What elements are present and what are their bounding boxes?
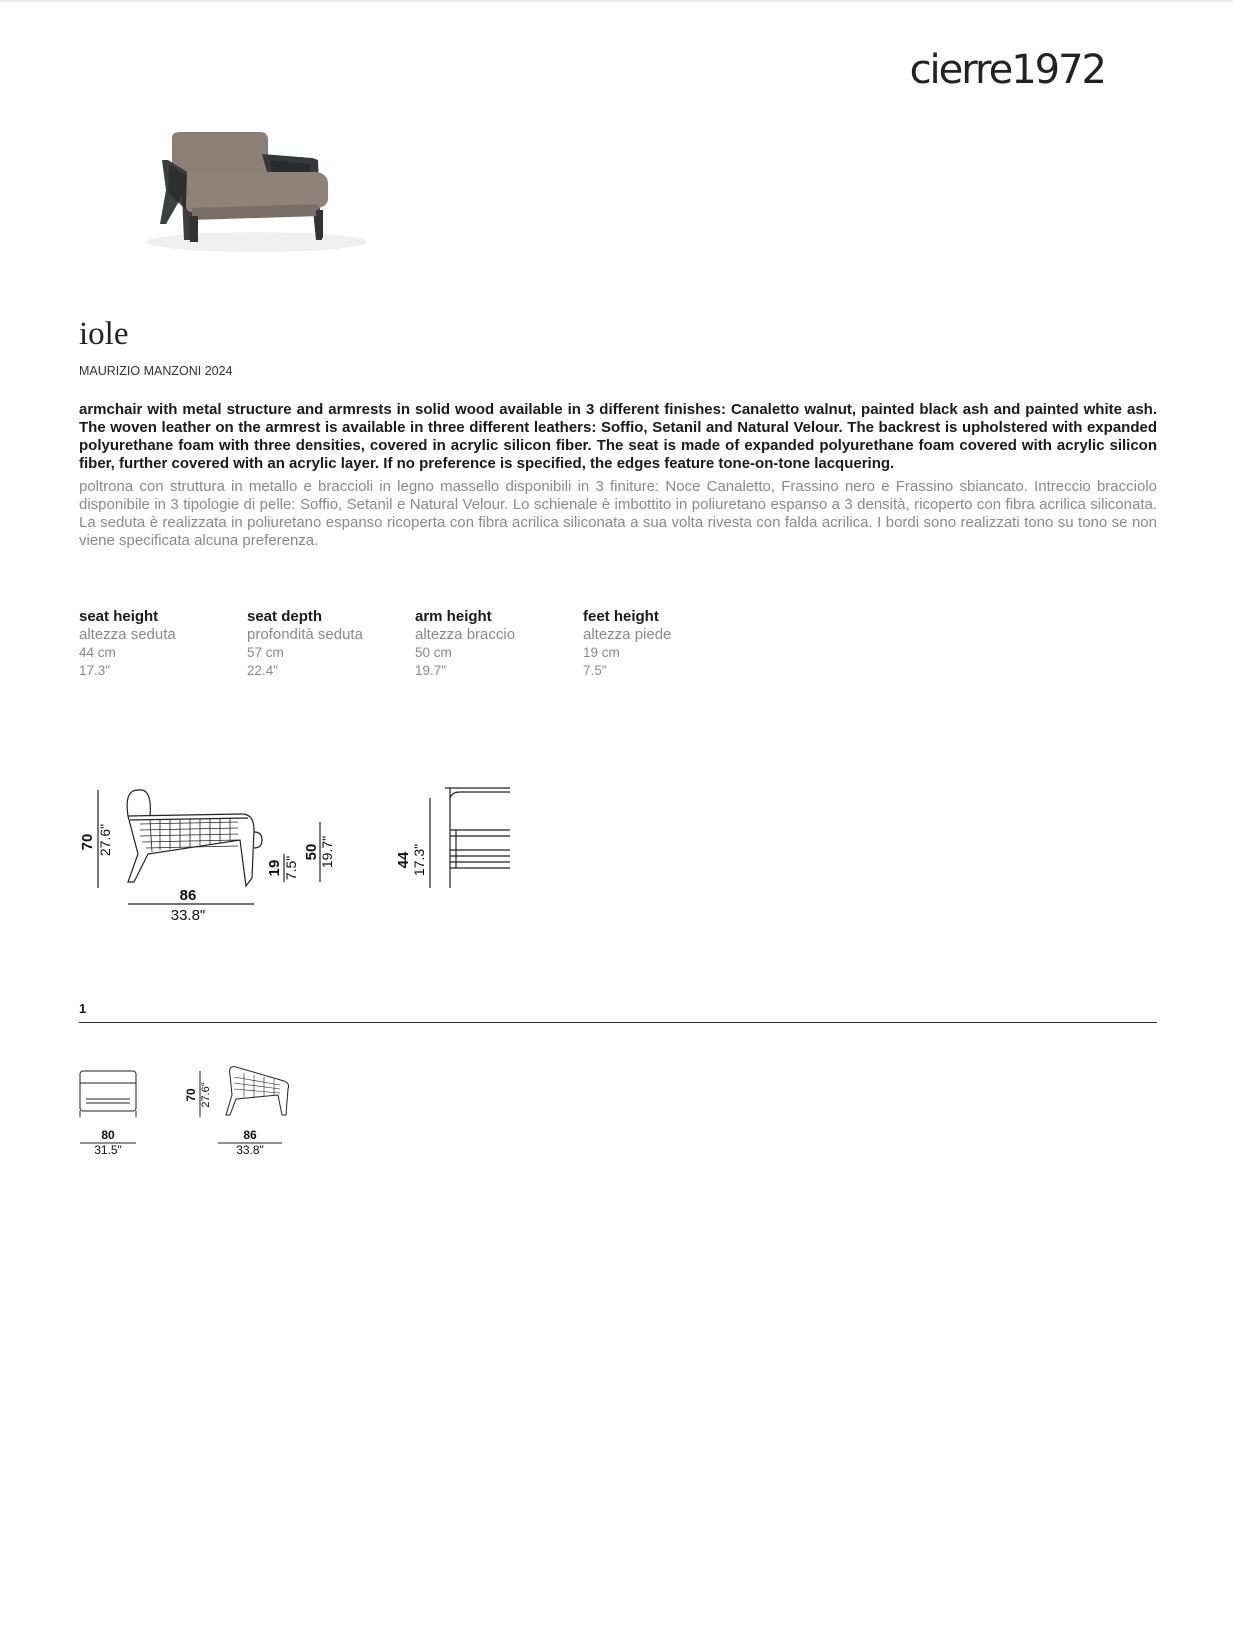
dimension-inch: 22.4" [247, 663, 279, 678]
mini-depth-in: 33.8" [236, 1143, 264, 1157]
dimension-label-it: altezza braccio [415, 626, 516, 643]
dimension-cm: 44 cm [79, 645, 116, 660]
drawing-feet-in: 7.5" [283, 855, 299, 881]
drawing-seat-in: 17.3" [411, 843, 427, 877]
dimension-arm-height [415, 608, 575, 680]
mini-width-in: 31.5" [94, 1143, 122, 1157]
drawing-height-cm: 70 [79, 833, 96, 851]
drawing-seat-cm: 44 [395, 851, 412, 869]
drawing-arm-cm: 50 [303, 843, 320, 861]
mini-depth-cm: 86 [243, 1128, 257, 1142]
drawing-depth-cm: 86 [179, 887, 197, 904]
technical-drawing [70, 770, 530, 940]
dimension-cm: 57 cm [247, 645, 284, 660]
drawing-height-in: 27.6" [97, 823, 113, 857]
mini-height-cm: 70 [184, 1088, 198, 1102]
dimension-inch: 19.7" [415, 663, 447, 678]
dimension-inch: 17.3" [79, 663, 111, 678]
mini-width-cm: 80 [101, 1128, 115, 1142]
mini-height-in: 27.6" [200, 1082, 212, 1108]
designer-credit: MAURIZIO MANZONI 2024 [79, 364, 233, 378]
mini-drawings [70, 1055, 330, 1165]
description-italian: poltrona con struttura in metallo e braccioli in legno massello disponibili in 3 finiture: Noce Canaletto, Frassino nero e Frassino sbiancato. Intreccio bracciolo disponibile in 3 tipologie di pelle: Soffio, Setanil e Natural Velour. Lo schienale è imbottito in poliuretano espanso a 3 densità, ricoperto con fibra acrilica siliconata. La seduta è realizzata in poliuretano espanso ricoperta con fibra acrilica siliconata a sua volta rivesta con falda acrilica. I bordi sono realizzati tono su tono se non viene specificata alcuna preferenza. [79, 478, 1157, 549]
description-english: armchair with metal structure and armrests in solid wood available in 3 different finishes: Canaletto walnut, painted black ash and painted white ash. The woven leather on the armrest is available in three different leathers: Soffio, Setanil and Natural Velour. The backrest is upholstered with expanded polyurethane foam with three densities, covered in acrylic silicon fiber. The seat is made of expanded polyurethane foam covered with acrylic silicon fiber, further covered with an acrylic layer. If no preference is specified, the edges feature tone-on-tone lacquering. [79, 401, 1157, 472]
dimension-inch: 7.5" [583, 663, 607, 678]
dimension-label-it: profondità seduta [247, 626, 363, 643]
dimension-label-it: altezza seduta [79, 626, 176, 643]
dimension-cm: 19 cm [583, 645, 620, 660]
dimension-seat-height [79, 608, 239, 680]
drawing-arm-in: 19.7" [319, 835, 335, 869]
dimension-feet-height [583, 608, 743, 680]
dimension-seat-depth [247, 608, 407, 680]
top-rule [0, 0, 1233, 2]
product-title: iole [79, 316, 129, 352]
dimension-label-it: altezza piede [583, 626, 672, 643]
dimension-label-en: seat depth [247, 608, 323, 625]
dimension-label-en: arm height [415, 608, 492, 625]
drawing-depth-in: 33.8" [170, 907, 206, 924]
armchair-photo [132, 120, 372, 280]
dimension-label-en: seat height [79, 608, 159, 625]
section-divider [79, 1022, 1157, 1023]
brand-logo: cierre1972 [909, 47, 1105, 93]
drawing-feet-cm: 19 [266, 859, 283, 877]
dimension-label-en: feet height [583, 608, 659, 625]
dimension-cm: 50 cm [415, 645, 452, 660]
section-number: 1 [79, 1001, 87, 1016]
